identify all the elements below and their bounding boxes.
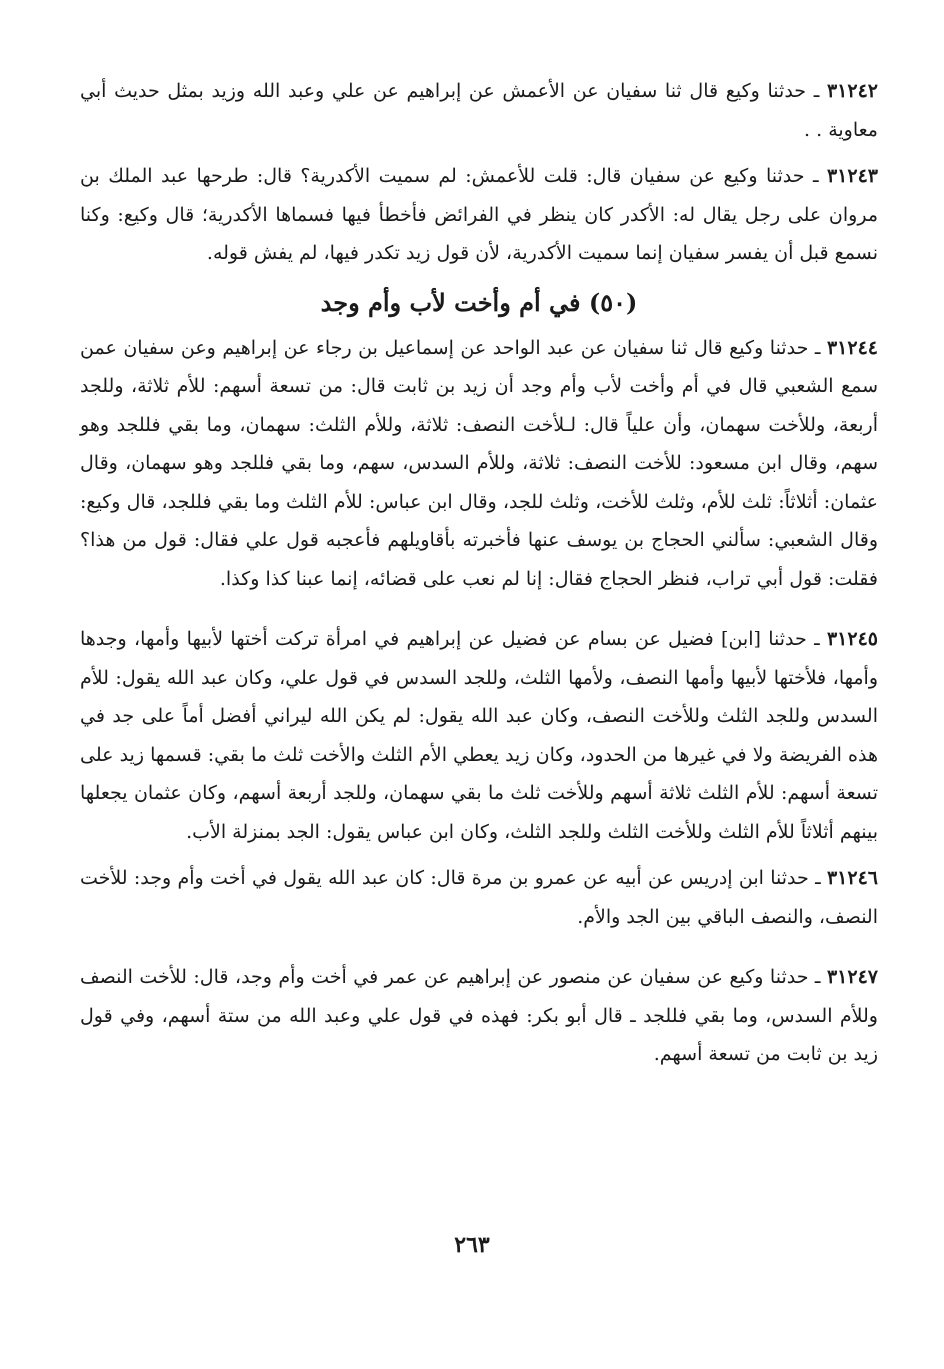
hadith-number: ٣١٢٤٧ — [826, 966, 878, 988]
hadith-number: ٣١٢٤٥ — [826, 628, 878, 650]
hadith-text: ـ حدثنا وكيع قال ثنا سفيان عن الأعمش عن إبراهيم عن علي وعبد الله وزيد بمثل حديث أبي معاوية . . — [80, 80, 878, 141]
chapter-heading: (٥٠) في أم وأخت لأب وأم وجد — [320, 287, 638, 317]
hadith-text: ـ حدثنا وكيع قال ثنا سفيان عن عبد الواحد عن إسماعيل بن رجاء عن إبراهيم وعن سفيان عمن سمع الشعبي قال في أم وأخت لأب وأم وجد أن زيد بن ثابت قال: من تسعة أسهم: للأم ثلاثة، وللجد أربعة، وللأخت سهمان، وأن علياً قال: لـلأخت النصف: ثلاثة، وللأم الثلث: سهمان، وما بقي فللجد وهو سهم، وقال ابن مسعود: للأخت النصف: ثلاثة، وللأم السدس، سهم، وما بقي فللجد وهو سهمان، وقال عثمان: أثلاثاً: ثلث للأم، وثلث للأخت، وثلث للجد، وقال ابن عباس: للأم الثلث وما بقي فللجد، قال وكيع: وقال الشعبي: سألني الحجاج بن يوسف عنها فأخبرته بأقاويلهم فأعجبه قول علي فقال: قول من هذا؟ فقلت: قول أبي تراب، فنظر الحجاج فقال: إنا لم نعب على قضائه، إنما عبنا كذا وكذا. — [80, 336, 878, 590]
hadith-31242 — [80, 72, 878, 149]
hadith-number: ٣١٢٤٦ — [826, 867, 878, 889]
document-body — [80, 72, 878, 1082]
hadith-31243 — [80, 157, 878, 273]
hadith-number: ٣١٢٤٣ — [826, 165, 878, 187]
hadith-text: ـ حدثنا ابن إدريس عن أبيه عن عمرو بن مرة قال: كان عبد الله يقول في أخت وأم وجد: للأخت النصف، والنصف الباقي بين الجد والأم. — [80, 867, 878, 928]
hadith-31247 — [80, 958, 878, 1074]
hadith-31245 — [80, 620, 878, 851]
hadith-31244 — [80, 329, 878, 599]
hadith-text: ـ حدثنا [ابن] فضيل عن بسام عن فضيل عن إبراهيم في امرأة تركت أختها لأبيها وأمها، وجدها وأمها، فلأختها لأبيها وأمها النصف، ولأمها الثلث، وللجد السدس في قول علي، وكان عبد الله يقول: للأم السدس وللجد الثلث وللأخت النصف، وكان عبد الله يقول: لم يكن الله ليراني أفضل أماً على جد في هذه الفريضة ولا في غيرها من الحدود، وكان زيد يعطي الأم الثلث والأخت ثلث ما بقي: قسمها زيد على تسعة أسهم: للأم الثلث ثلاثة أسهم وللأخت ثلث ما بقي سهمان، وللجد أربعة أسهم، وكان عثمان يجعلها بينهم أثلاثاً للأم الثلث وللأخت الثلث وللجد الثلث، وكان ابن عباس يقول: الجد بمنزلة الأب. — [80, 628, 878, 843]
hadith-text: ـ حدثنا وكيع عن سفيان قال: قلت للأعمش: لم سميت الأكدرية؟ قال: طرحها عبد الملك بن مروان على رجل يقال له: الأكدر كان ينظر في الفرائض فأخطأ فيها فسماها الأكدرية؛ قال وكيع: وكنا نسمع قبل أن يفسر سفيان إنما سميت الأكدرية، لأن قول زيد تكدر فيها، لم يفش قوله. — [80, 165, 878, 264]
page-number: ٢٦٣ — [454, 1232, 490, 1258]
hadith-number: ٣١٢٤٢ — [826, 80, 878, 102]
hadith-number: ٣١٢٤٤ — [826, 336, 878, 359]
hadith-31246 — [80, 859, 878, 936]
hadith-text: ـ حدثنا وكيع عن سفيان عن منصور عن إبراهيم عن عمر في أخت وأم وجد، قال: للأخت النصف وللأم السدس، وما بقي فللجد ـ قال أبو بكر: فهذه في قول علي وعبد الله من ستة أسهم، وفي قول زيد بن ثابت من تسعة أسهم. — [80, 966, 878, 1065]
